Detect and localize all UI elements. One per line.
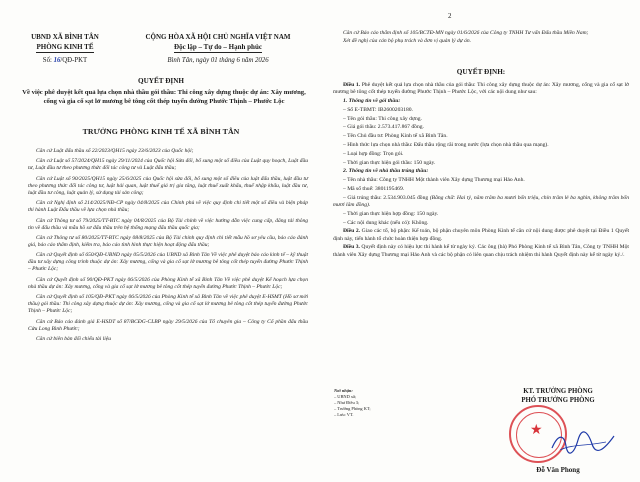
section-1-item: – Số E-TBMT: IB2600203180. [343, 106, 413, 113]
section-1-item: – Tên Chủ đầu tư: Phòng Kinh tế xã Bình Tân. [343, 133, 448, 140]
award-price [333, 195, 629, 209]
signer-name: Đỗ Văn Phong [536, 466, 580, 474]
legal-basis-item: Căn cứ Luật đấu thầu số 22/2023/QH15 ngày 23/6/2023 của Quốc hội; [36, 148, 194, 154]
contractor-name: – Tên nhà thầu: Công ty TNHH Một thành viên Xây dựng Thương mại Hảo Anh. [343, 177, 525, 184]
handwritten-signature [548, 430, 618, 456]
recipients-block [334, 388, 371, 418]
recipient-item: – Như Điều 3; [334, 400, 360, 405]
sign-line-2: PHÓ TRƯỞNG PHÒNG [521, 397, 595, 404]
article-1 [333, 82, 629, 96]
article-2-label: Điều 2. [343, 228, 361, 235]
document-number-suffix: /QĐ-PKT [60, 57, 88, 64]
signature-title [488, 387, 628, 405]
document-subject: Về việc phê duyệt kết quả lựa chọn nhà thầu gói thầu: Thi công xây dựng thuộc dự án: Xây mương, cống và gia cố sạt lở mương bê tông cốt thép tuyến đường Phước Thịnh – Phước Lộc [22, 89, 306, 105]
issuing-authority: TRƯỞNG PHÒNG KINH TẾ XÃ BÌNH TÂN [82, 127, 240, 136]
article-3-text: Quyết định này có hiệu lực thi hành kể từ ngày ký. Các ông (bà) Phó Phòng Kinh tế xã Bình Tân, Công ty TNHH Một thành viên Xây dựng Thương mại Hảo Anh và các bộ phận có liên quan chịu trách nhiệm thi hành Quyết định này kể từ ngày ký./. [333, 244, 629, 258]
legal-basis-item: Căn cứ Báo cáo thẩm định số 105/BCTĐ-MN ngày 01/6/2026 của Công ty TNHH Tư vấn Đấu thầu Miền Nam; [343, 30, 589, 36]
legal-basis-item: Căn cứ Nghị định số 214/2025/NĐ-CP ngày 04/8/2025 của Chính phủ về việc quy định chi tiết một số điều và biện pháp thi hành Luật Đấu thầu về lựa chọn nhà thầu; [28, 200, 308, 214]
recipient-item: – Lưu: VT. [334, 412, 354, 417]
page-number: 2 [448, 12, 452, 20]
section-1-item: – Giá gói thầu: 2.573.417.867 đồng. [343, 124, 424, 131]
article-3 [333, 244, 629, 258]
section-1-title: 1. Thông tin về gói thầu: [343, 98, 401, 104]
agency-name: UBND XÃ BÌNH TÂN [31, 33, 99, 41]
recipient-item: – Trưởng Phòng KT; [334, 406, 371, 411]
recipients-heading: Nơi nhận: [334, 388, 353, 393]
document-type: QUYẾT ĐỊNH [138, 77, 184, 85]
legal-basis-item: Xét đề nghị của cán bộ phụ trách và đơn vị quản lý dự án. [343, 38, 471, 45]
tax-code: – Mã số thuế: 3801195469. [343, 185, 405, 192]
decision-body [333, 82, 629, 260]
legal-basis-item: Căn cứ Quyết định số 90/QĐ-PKT ngày 06/5/2026 của Phòng Kinh tế xã Bình Tân Về việc phê duyệt Kế hoạch lựa chọn nhà thầu dự án: Xây mương, cống và gia cố sạt lở mương bê tông cốt thép tuyến đường Phước Thịnh – Phước Lộc; [28, 276, 308, 290]
award-price-in-words: (Bằng chữ: Hai tỷ, năm trăm ba mươi bốn triệu, chín trăm lẻ ba nghìn, không trăm bốn mươi lăm đồng). [333, 194, 630, 208]
article-3-label: Điều 3. [343, 244, 360, 251]
national-motto: Độc lập – Tự do – Hạnh phúc [174, 43, 262, 51]
sign-line-1: KT. TRƯỞNG PHÒNG [523, 388, 593, 395]
legal-basis-item: Căn cứ biên bản đối chiếu tài liệu [36, 336, 111, 342]
section-1-item: – Hình thức lựa chọn nhà thầu: Đấu thầu rộng rãi trong nước (lựa chọn nhà thầu qua mạng). [343, 141, 549, 148]
legal-basis-item: Căn cứ Luật số 57/2024/QH15 ngày 29/11/2024 của Quốc hội Sửa đổi, bổ sung một số điều của Luật quy hoạch, Luật đầu tư, Luật đầu tư theo phương thức đối tác công tư và Luật đấu thầu; [28, 158, 308, 172]
document-number-prefix: Số: [42, 57, 52, 64]
section-1-item: – Tên gói thầu: Thi công xây dựng. [343, 115, 422, 122]
award-price-amount: – Giá trúng thầu: 2.534.903.045 đồng [343, 194, 429, 201]
national-header [128, 32, 308, 66]
legal-basis-item: Căn cứ Luật số 90/2025/QH15 ngày 25/6/2025 của Quốc hội sửa đổi, bổ sung một số điều của luật đấu thầu, luật đầu tư theo phương thức đối tác công tư, luật hải quan, luật thuế giá trị gia tăng, luật thuế xuất khẩu, thuế nhập khẩu, luật đầu tư, luật đầu tư công, luật quản lý, sử dụng tài sản công; [28, 175, 308, 196]
document-number [20, 56, 110, 66]
legal-basis-item: Căn cứ Quyết định số 650/QĐ-UBND ngày 05/5/2026 của UBND xã Bình Tân Về việc phê duyệt báo cáo kinh tế – kỹ thuật đầu tư xây dựng công trình thuộc dự án: Xây mương, cống và gia cố sạt lở mương bê tông cốt thép tuyến đường Phước Thịnh – Phước Lộc; [28, 252, 308, 273]
national-title: CỘNG HÒA XÃ HỘI CHỦ NGHĨA VIỆT NAM [145, 33, 291, 41]
article-2-text: Giao các tổ, bộ phận: Kế toán, bộ phận chuyên môn Phòng Kinh tế căn cứ nội dung được phê duyệt tại Điều 1 Quyết định này, tiến hành tổ chức hoàn thiện hợp đồng. [333, 228, 629, 242]
article-1-text: Phê duyệt kết quả lựa chọn nhà thầu của gói thầu: Thi công xây dựng thuộc dự án: Xây mương, cống và gia cố sạt lở mương bê tông cốt thép tuyến đường Phước Thịnh – Phước Lộc, với các nội dung như sau: [333, 82, 630, 96]
seal-star-icon: ★ [530, 423, 543, 438]
office-name: PHÒNG KINH TẾ [36, 43, 94, 51]
section-1-item: – Loại hợp đồng: Trọn gói. [343, 150, 404, 157]
article-1-label: Điều 1. [343, 82, 361, 88]
section-1-item: – Thời gian thực hiện gói thầu: 150 ngày. [343, 159, 436, 166]
legal-basis-list [28, 148, 308, 346]
legal-basis-item: Căn cứ Thông tư số 79/2025/TT-BTC ngày 04/8/2025 của Bộ Tài chính về việc hướng dẫn việc cung cấp, đăng tải thông tin về đấu thầu và mẫu hồ sơ đấu thầu trên hệ thống mạng đấu thầu quốc gia; [28, 217, 308, 231]
legal-basis-item: Căn cứ Thông tư số 80/2025/TT-BTC ngày 08/8/2025 của Bộ Tài chính quy định chi tiết mẫu hồ sơ yêu cầu, báo cáo đánh giá, báo cáo thẩm định, kiểm tra, báo cáo tình hình thực hiện hoạt động đấu thầu; [28, 234, 308, 248]
legal-basis-item: Căn cứ Báo cáo đánh giá E-HSDT số 87/BCĐG-CLBP ngày 29/5/2026 của Tổ chuyên gia – Công ty Cổ phần đấu thầu Cửu Long Bình Phước; [28, 318, 308, 332]
other-contents: – Các nội dung khác (nếu có): Không. [343, 219, 429, 226]
legal-basis-item: Căn cứ Quyết định số 105/QĐ-PKT ngày 06/5/2026 của Phòng Kinh tế xã Bình Tân về việc phê duyệt E-HSMT (Hồ sơ mời thầu) gói thầu: Thi công xây dựng thuộc dự án: Xây mương, cống và gia cố sạt lở mương bê tông cốt thép tuyến đường Phước Thịnh – Phước Lộc; [28, 294, 308, 315]
issuing-agency-header [20, 32, 110, 66]
recipient-item: – UBND xã; [334, 394, 357, 399]
place-and-date: Bình Tân, ngày 01 tháng 6 năm 2026 [167, 57, 269, 64]
decision-heading: QUYẾT ĐỊNH: [456, 68, 506, 76]
article-2 [333, 228, 629, 242]
contract-duration: – Thời gian thực hiện hợp đồng: 150 ngày. [343, 210, 439, 217]
section-2-title: 2. Thông tin về nhà thầu trúng thầu: [343, 168, 429, 175]
document-page-2 [322, 0, 640, 482]
document-number-value: 16 [53, 57, 61, 64]
legal-basis-continued [333, 30, 629, 46]
